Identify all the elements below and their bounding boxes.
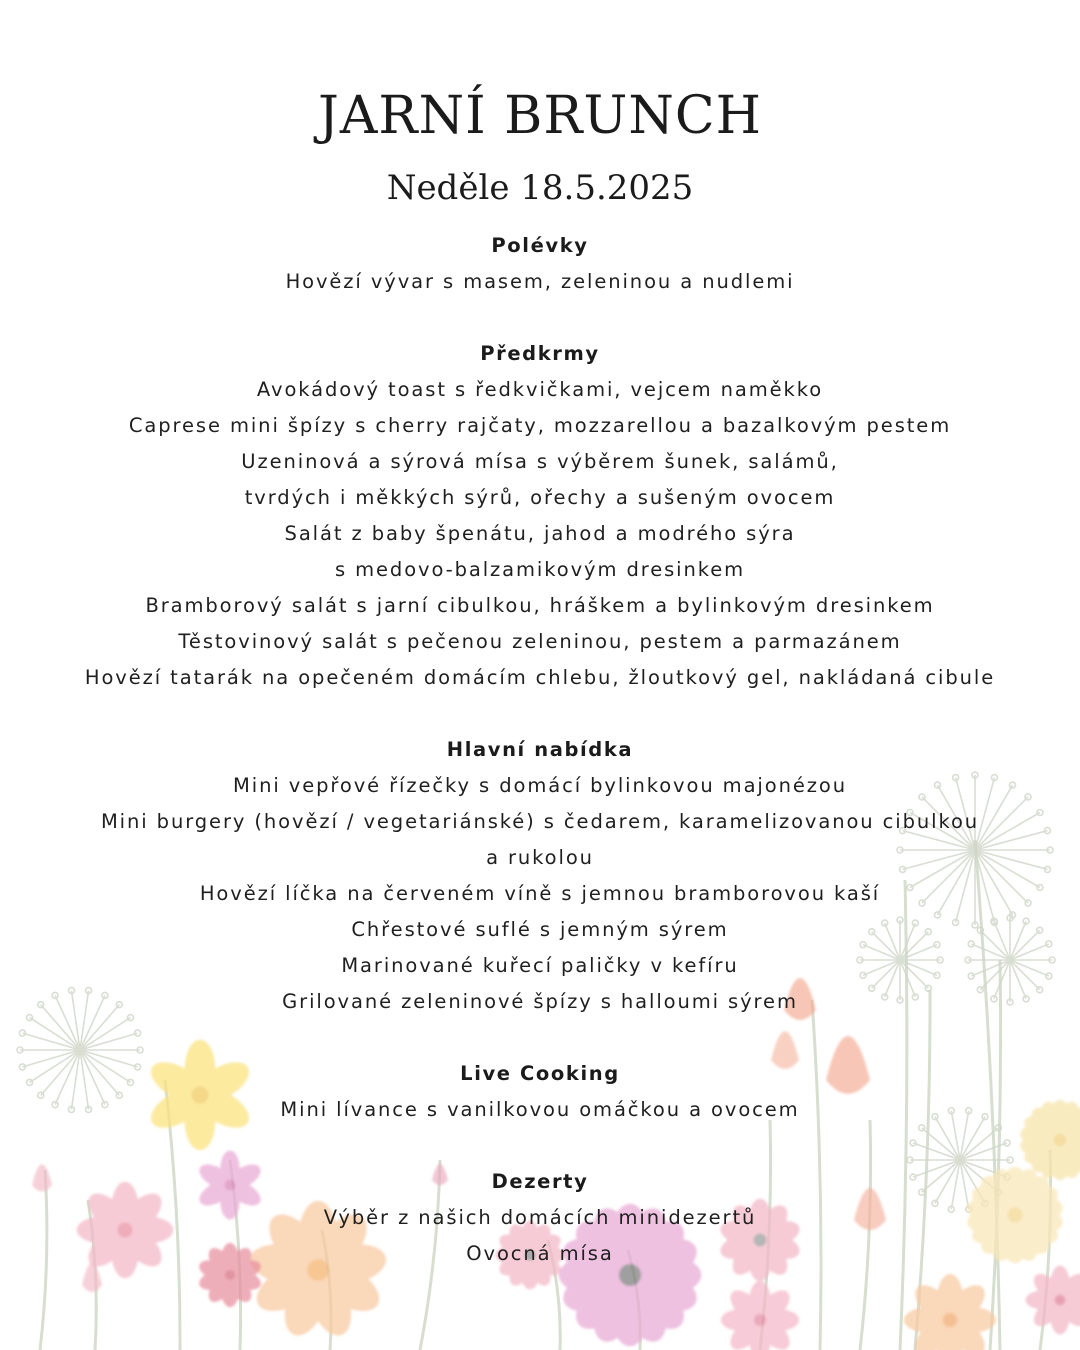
page-title: JARNÍ BRUNCH — [318, 86, 762, 146]
flower-center — [943, 1313, 957, 1327]
menu-item: Mini vepřové řízečky s domácí bylinkovou majonézou — [233, 774, 847, 797]
section-heading: Hlavní nabídka — [446, 738, 634, 761]
flower-center — [754, 1314, 766, 1326]
menu-item: Chřestové suflé s jemným sýrem — [351, 918, 729, 941]
section-heading: Předkrmy — [480, 342, 600, 365]
menu-item: Výběr z našich domácích minidezertů — [323, 1206, 757, 1229]
menu-item: Hovězí líčka na červeném víně s jemnou bramborovou kaší — [199, 882, 881, 905]
event-date: Neděle 18.5.2025 — [386, 168, 694, 208]
menu-section — [0, 1056, 1080, 1128]
menu-item: Mini burgery (hovězí / vegetariánské) s čedarem, karamelizovanou cibulkou — [100, 810, 980, 833]
menu-item: Ovocná mísa — [466, 1242, 614, 1265]
section-heading: Live Cooking — [460, 1062, 620, 1085]
menu-item: a rukolou — [486, 846, 594, 869]
menu-item: Hovězí tatarák na opečeném domácím chlebu, žloutkový gel, nakládaná cibule — [84, 666, 996, 689]
menu-item: Mini lívance s vanilkovou omáčkou a ovocem — [280, 1098, 800, 1121]
menu-item: Bramborový salát s jarní cibulkou, hráškem a bylinkovým dresinkem — [145, 594, 935, 617]
menu-item: Grilované zeleninové špízy s halloumi sýrem — [282, 990, 798, 1013]
menu-item: s medovo-balzamikovým dresinkem — [334, 558, 746, 581]
section-heading: Polévky — [491, 234, 589, 257]
section-heading: Dezerty — [491, 1170, 589, 1193]
menu-sections — [0, 228, 1080, 1308]
menu-item: tvrdých i měkkých sýrů, ořechy a sušeným ovocem — [244, 486, 836, 509]
menu-section — [0, 732, 1080, 1020]
menu-item: Marinované kuřecí paličky v kefíru — [341, 954, 739, 977]
menu-section — [0, 1164, 1080, 1272]
menu-item: Avokádový toast s ředkvičkami, vejcem naměkko — [256, 378, 824, 401]
menu-section — [0, 228, 1080, 300]
menu-item: Uzeninová a sýrová mísa s výběrem šunek, salámů, — [241, 450, 839, 473]
menu-item: Caprese mini špízy s cherry rajčaty, mozzarellou a bazalkovým pestem — [128, 414, 952, 437]
menu-item: Hovězí vývar s masem, zeleninou a nudlemi — [285, 270, 795, 293]
menu-item: Salát z baby špenátu, jahod a modrého sýra — [284, 522, 796, 545]
menu-item: Těstovinový salát s pečenou zeleninou, pestem a parmazánem — [178, 630, 902, 653]
menu-section — [0, 336, 1080, 696]
